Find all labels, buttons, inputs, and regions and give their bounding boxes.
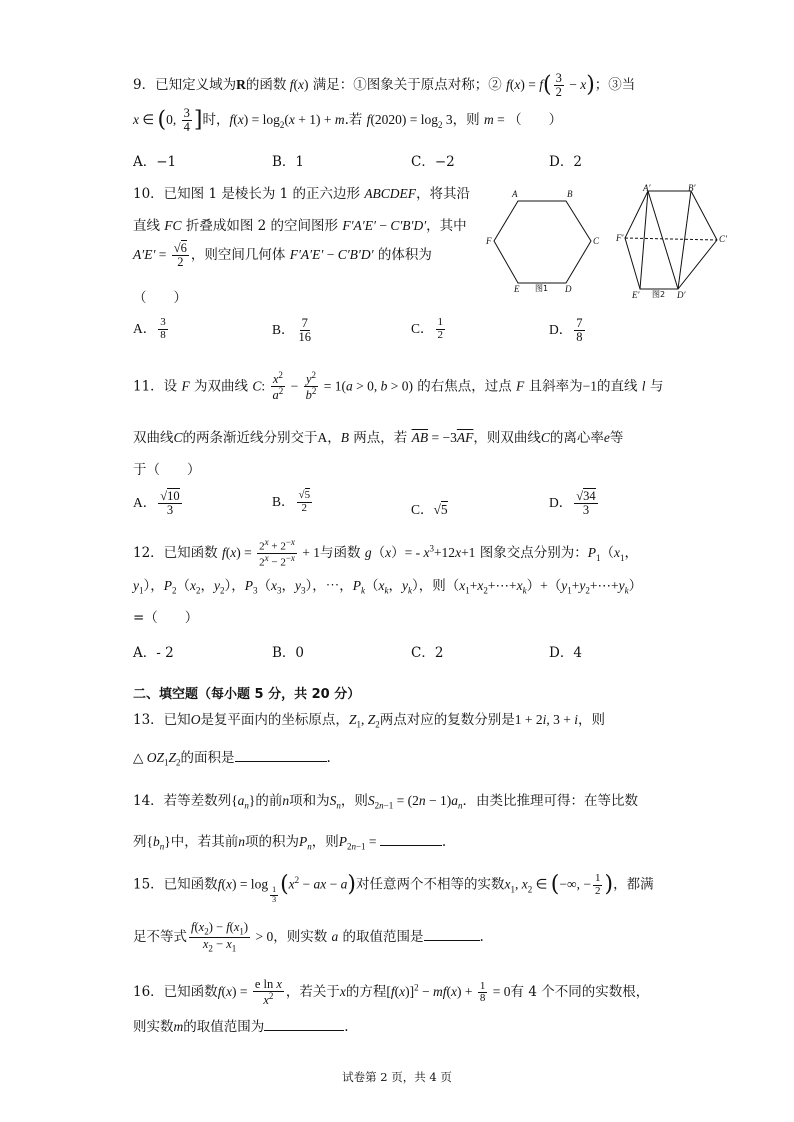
fig2-outline (625, 191, 717, 289)
fig2-label-d: D′ (677, 290, 686, 300)
q10-line2: 直线 FC 折叠成如图 2 的空间图形 F′A′E′ − C′B′D′，其中 (133, 218, 467, 234)
q10-option-a: A． $\frac{3}{8}$ (133, 316, 166, 341)
q12-option-d: D．4 (549, 645, 582, 661)
q11-option-d: D． $\frac{√34}{3}$ (549, 489, 596, 518)
q12-option-c: C．2 (411, 645, 444, 661)
q12-option-b: B．0 (272, 645, 305, 661)
q11-line2: 双曲线C的两条渐近线分别交于A，B 两点，若 $\overline{AB} = -3\overline{AF}$，则双曲线C的离心率e等 (133, 430, 624, 446)
q11-option-b: B． $\frac{√5}{2}$ (272, 489, 311, 514)
fig2-label-a: A′ (643, 183, 651, 193)
page-footer: 试卷第 2 页，共 4 页 (342, 1070, 452, 1084)
fig1-caption: 图1 (535, 284, 549, 293)
q15-answer-blank[interactable] (424, 928, 480, 941)
q10-line4: （ ） (133, 290, 187, 306)
fig1-label-b: B (567, 189, 573, 199)
fig1-label-e: E (514, 284, 520, 294)
q12-line1: 12．已知函数 f(x) = $\frac{2^x + 2^{-x}}{2^x - 2^{-x}}$ + 1与函数 $g(x)= - x^3+12x+1$ 图象交点分别为：$P_1(x_1$， (133, 537, 638, 569)
fig2-label-e: E′ (632, 290, 640, 300)
fig1-label-c: C (593, 236, 600, 246)
q10-option-d: D． $\frac{7}{8}$ (549, 316, 583, 345)
q10-figures (485, 183, 740, 301)
fig1-label-d: D (565, 284, 572, 294)
q13-answer-blank[interactable] (235, 749, 327, 762)
q16-answer-blank[interactable] (264, 1018, 344, 1031)
q10-line1: 10．已知图 1 是棱长为 1 的正六边形 ABCDEF，将其沿 (133, 186, 471, 202)
q15-line1: 15．已知函数f(x) = log $_{\frac{1}{3}}$ ($x^2$ − ax − a)对任意两个不相等的实数$x_1$, $x_2$ ∈ (−∞, − $\frac{1}{2}$ )，都满 (133, 872, 654, 904)
q9-option-d: D．2 (549, 154, 582, 170)
q14-answer-blank[interactable] (380, 833, 442, 846)
fig2-caption: 图2 (652, 290, 666, 299)
q12-line3: =（ ） (133, 610, 199, 626)
fig1-label-a: A (512, 189, 518, 199)
q16-line1: 16．已知函数f(x) = $\frac{\text{e ln x}}{x^2}$ ，若关于x的方程$[f(x)]^2 - mf(x)$ + $\frac{1}{8}$ = 0有 4 个不同的实数根， (133, 977, 650, 1008)
q10-option-b: B． $\frac{7}{16}$ (272, 316, 312, 345)
q13-line1: 13．已知O是复平面内的坐标原点，$Z_1$, $Z_2$两点对应的复数分别是1 + 2i, 3 + i，则 (133, 712, 605, 730)
q9-line1: 9．已知定义域为R的函数 f(x) 满足：①图象关于原点对称；② f(x) = f( $\frac{3}{2}$ − x)；③当 (133, 71, 636, 100)
q11-option-c: C．√5 (411, 502, 448, 517)
q14-line2: 列$\{b_n\}$中，若其前n项的积为$P_n$，则$P_{2n-1}$ = . (133, 834, 447, 852)
fig1-hexagon (494, 201, 591, 283)
q10-line3: A′E′ = $\frac{√6}{2}$ ，则空间几何体 F′A′E′ − C′B′D′ 的体积为 (133, 241, 432, 270)
q11-line3: 于（ ） (133, 462, 201, 478)
q9-option-c: C．−2 (411, 154, 455, 170)
q14-line1: 14．若等差数列$\{a_n\}$的前n项和为$S_n$，则$S_{2n-1} = (2n - 1)a_n$．由类比推理可得：在等比数 (133, 793, 638, 811)
q9-option-a: A．−1 (133, 154, 177, 170)
fig2-label-c: C′ (719, 234, 727, 244)
section2-heading: 二、填空题（每小题 5 分，共 20 分） (133, 687, 361, 702)
fig2-label-b: B′ (688, 183, 696, 193)
fig2-label-f: F′ (616, 233, 624, 243)
q13-line2: △ $OZ_1Z_2$的面积是 . (133, 750, 331, 768)
q16-line2: 则实数m的取值范围为 . (133, 1019, 349, 1035)
q9-line2: x ∈ (0, $\frac{3}{4}$ ]时，$f(x) = \log_2(x + 1) + m$.若 $f(2020) = \log_2 3$，则 m = （ ） (133, 106, 563, 135)
q9-option-b: B．1 (272, 154, 305, 170)
fig1-label-f: F (486, 236, 492, 246)
q12-option-a: A．- 2 (133, 645, 174, 661)
q11-option-a: A． $\frac{√10}{3}$ (133, 489, 180, 518)
q15-line2: 足不等式 $\frac{f(x_2) - f(x_1)}{x_2 - x_1}$ > 0，则实数 a 的取值范围是 . (133, 920, 484, 954)
q12-line2: $y_1$），$P_2(x_2$，$y_2$），$P_3(x_3$，$y_3$），⋯，$P_k(x_k$，$y_k$），则$(x_1+x_2+\cdots+x_k)+(y_1+y_2+\cdots+y_k)$ (133, 578, 643, 596)
q11-line1: 11．设 F 为双曲线 C: $\frac{x^2}{a^2}$ − $\frac{y^2}{b^2}$ = 1(a > 0, b > 0) 的右焦点，过点 F 且斜率为−1的直线 l 与 (133, 370, 664, 403)
q10-option-c: C． $\frac{1}{2}$ (411, 316, 444, 341)
